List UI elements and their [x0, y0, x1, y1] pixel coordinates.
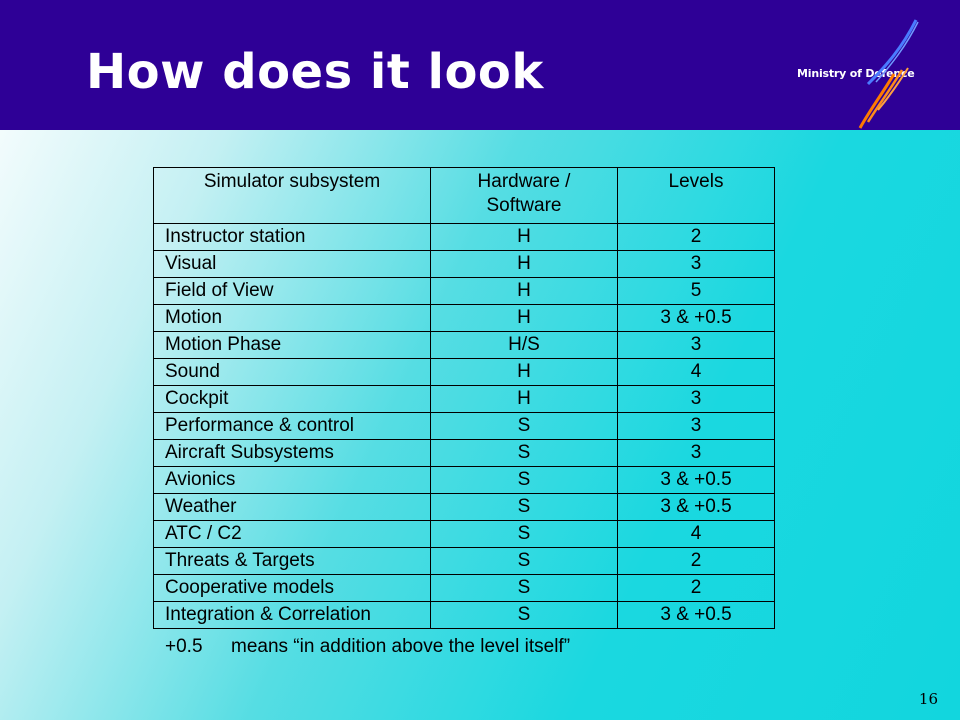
simulator-subsystem-table: [153, 167, 775, 629]
organization-name: Ministry of Defence: [797, 67, 915, 80]
cell-subsystem: Performance & control: [154, 413, 431, 440]
cell-subsystem: Weather: [154, 494, 431, 521]
cell-subsystem: ATC / C2: [154, 521, 431, 548]
cell-level: 3: [618, 440, 775, 467]
cell-type: H: [431, 359, 618, 386]
page-number: 16: [918, 690, 938, 708]
cell-type: S: [431, 548, 618, 575]
table-row: [154, 305, 775, 332]
table-header-row: [154, 168, 775, 224]
cell-subsystem: Cockpit: [154, 386, 431, 413]
header-hardware-software-label: Hardware / Software: [477, 171, 571, 216]
cell-subsystem: Aircraft Subsystems: [154, 440, 431, 467]
cell-type: S: [431, 440, 618, 467]
table-row: [154, 386, 775, 413]
cell-type: S: [431, 602, 618, 629]
slide-title: How does it look: [86, 44, 544, 100]
cell-subsystem: Cooperative models: [154, 575, 431, 602]
cell-type: S: [431, 575, 618, 602]
table-row: [154, 278, 775, 305]
footnote: [165, 636, 570, 658]
table-row: [154, 413, 775, 440]
cell-type: S: [431, 521, 618, 548]
cell-level: 2: [618, 575, 775, 602]
cell-type: H: [431, 278, 618, 305]
cell-level: 3: [618, 386, 775, 413]
cell-level: 3: [618, 413, 775, 440]
cell-type: H: [431, 305, 618, 332]
footnote-text: means “in addition above the level itself”: [231, 636, 571, 657]
cell-type: S: [431, 467, 618, 494]
cell-type: H: [431, 386, 618, 413]
cell-level: 3 & +0.5: [618, 602, 775, 629]
cell-level: 3 & +0.5: [618, 494, 775, 521]
table-row: [154, 521, 775, 548]
cell-level: 4: [618, 359, 775, 386]
header-hardware-software: [431, 168, 618, 224]
table-row: [154, 332, 775, 359]
table-row: [154, 602, 775, 629]
cell-subsystem: Avionics: [154, 467, 431, 494]
title-banner: [0, 0, 960, 130]
ministry-of-defence-logo-icon: [850, 18, 930, 130]
cell-level: 3 & +0.5: [618, 305, 775, 332]
cell-level: 2: [618, 548, 775, 575]
cell-subsystem: Integration & Correlation: [154, 602, 431, 629]
cell-type: H: [431, 251, 618, 278]
table-row: [154, 224, 775, 251]
cell-type: S: [431, 494, 618, 521]
cell-subsystem: Sound: [154, 359, 431, 386]
cell-subsystem: Motion Phase: [154, 332, 431, 359]
header-levels: Levels: [618, 168, 775, 224]
table-row: [154, 494, 775, 521]
table-row: [154, 575, 775, 602]
table-row: [154, 359, 775, 386]
cell-type: H: [431, 224, 618, 251]
table-row: [154, 251, 775, 278]
cell-level: 5: [618, 278, 775, 305]
cell-level: 2: [618, 224, 775, 251]
table-row: [154, 548, 775, 575]
cell-subsystem: Field of View: [154, 278, 431, 305]
cell-level: 3 & +0.5: [618, 467, 775, 494]
cell-type: S: [431, 413, 618, 440]
cell-subsystem: Motion: [154, 305, 431, 332]
cell-level: 4: [618, 521, 775, 548]
cell-subsystem: Instructor station: [154, 224, 431, 251]
cell-subsystem: Visual: [154, 251, 431, 278]
table-row: [154, 467, 775, 494]
cell-level: 3: [618, 332, 775, 359]
cell-level: 3: [618, 251, 775, 278]
footnote-value: +0.5: [165, 636, 203, 657]
cell-subsystem: Threats & Targets: [154, 548, 431, 575]
cell-type: H/S: [431, 332, 618, 359]
table-row: [154, 440, 775, 467]
header-subsystem: Simulator subsystem: [154, 168, 431, 224]
